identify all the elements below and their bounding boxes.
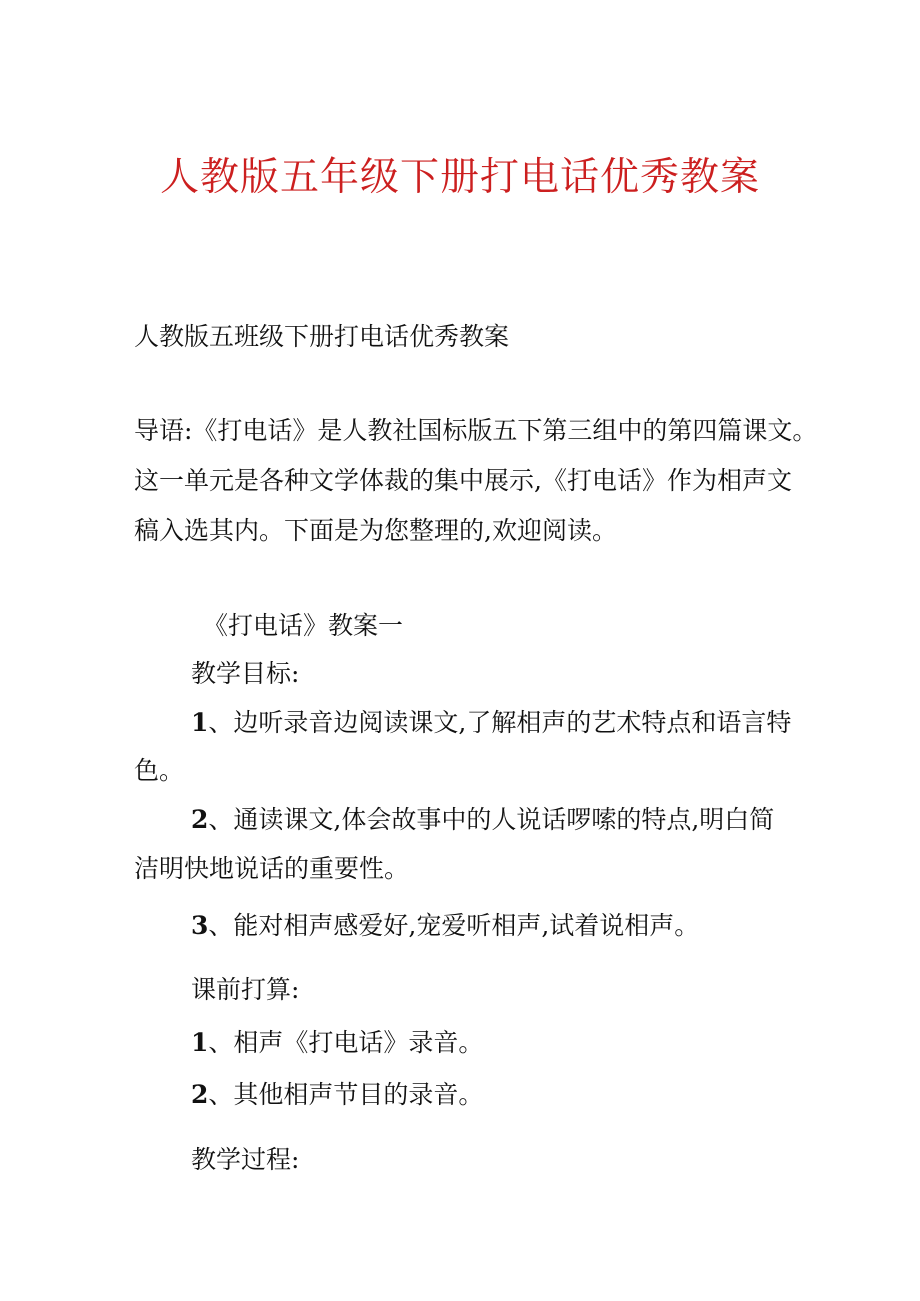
document-title: 人教版五年级下册打电话优秀教案 <box>159 155 760 200</box>
process-heading: 教学过程: <box>191 1145 300 1174</box>
intro-line-2: 这一单元是各种文学体裁的集中展示,《打电话》作为相声文 <box>134 466 792 495</box>
prep-text: 、其他相声节目的录音。 <box>208 1080 484 1109</box>
goal-number: 2 <box>191 805 209 834</box>
intro-line-1: 导语:《打电话》是人教社国标版五下第三组中的第四篇课文。 <box>134 416 818 445</box>
prep-item-2 <box>191 1078 483 1112</box>
goal-number: 1 <box>191 708 209 737</box>
section-title: 《打电话》教案一 <box>203 611 404 640</box>
goal-item-1 <box>191 706 791 740</box>
prep-heading: 课前打算: <box>191 975 300 1004</box>
goal-text: 、通读课文,体会故事中的人说话啰嗦的特点,明白简 <box>208 805 775 834</box>
document-subtitle: 人教版五班级下册打电话优秀教案 <box>134 322 510 351</box>
intro-line-3: 稿入选其内。下面是为您整理的,欢迎阅读。 <box>134 516 617 545</box>
goals-heading: 教学目标: <box>191 659 300 688</box>
prep-number: 2 <box>191 1080 209 1109</box>
prep-item-1 <box>191 1026 483 1060</box>
goal-item-3 <box>191 909 699 943</box>
goal-text: 、边听录音边阅读课文,了解相声的艺术特点和语言特 <box>208 708 792 737</box>
goal-item-2-continued: 洁明快地说话的重要性。 <box>134 854 410 883</box>
prep-number: 1 <box>191 1028 209 1057</box>
goal-item-1-continued: 色。 <box>134 756 185 785</box>
goal-text: 、能对相声感爱好,宠爱听相声,试着说相声。 <box>208 911 700 940</box>
goal-item-2 <box>191 803 774 837</box>
goal-number: 3 <box>191 911 209 940</box>
prep-text: 、相声《打电话》录音。 <box>208 1028 484 1057</box>
